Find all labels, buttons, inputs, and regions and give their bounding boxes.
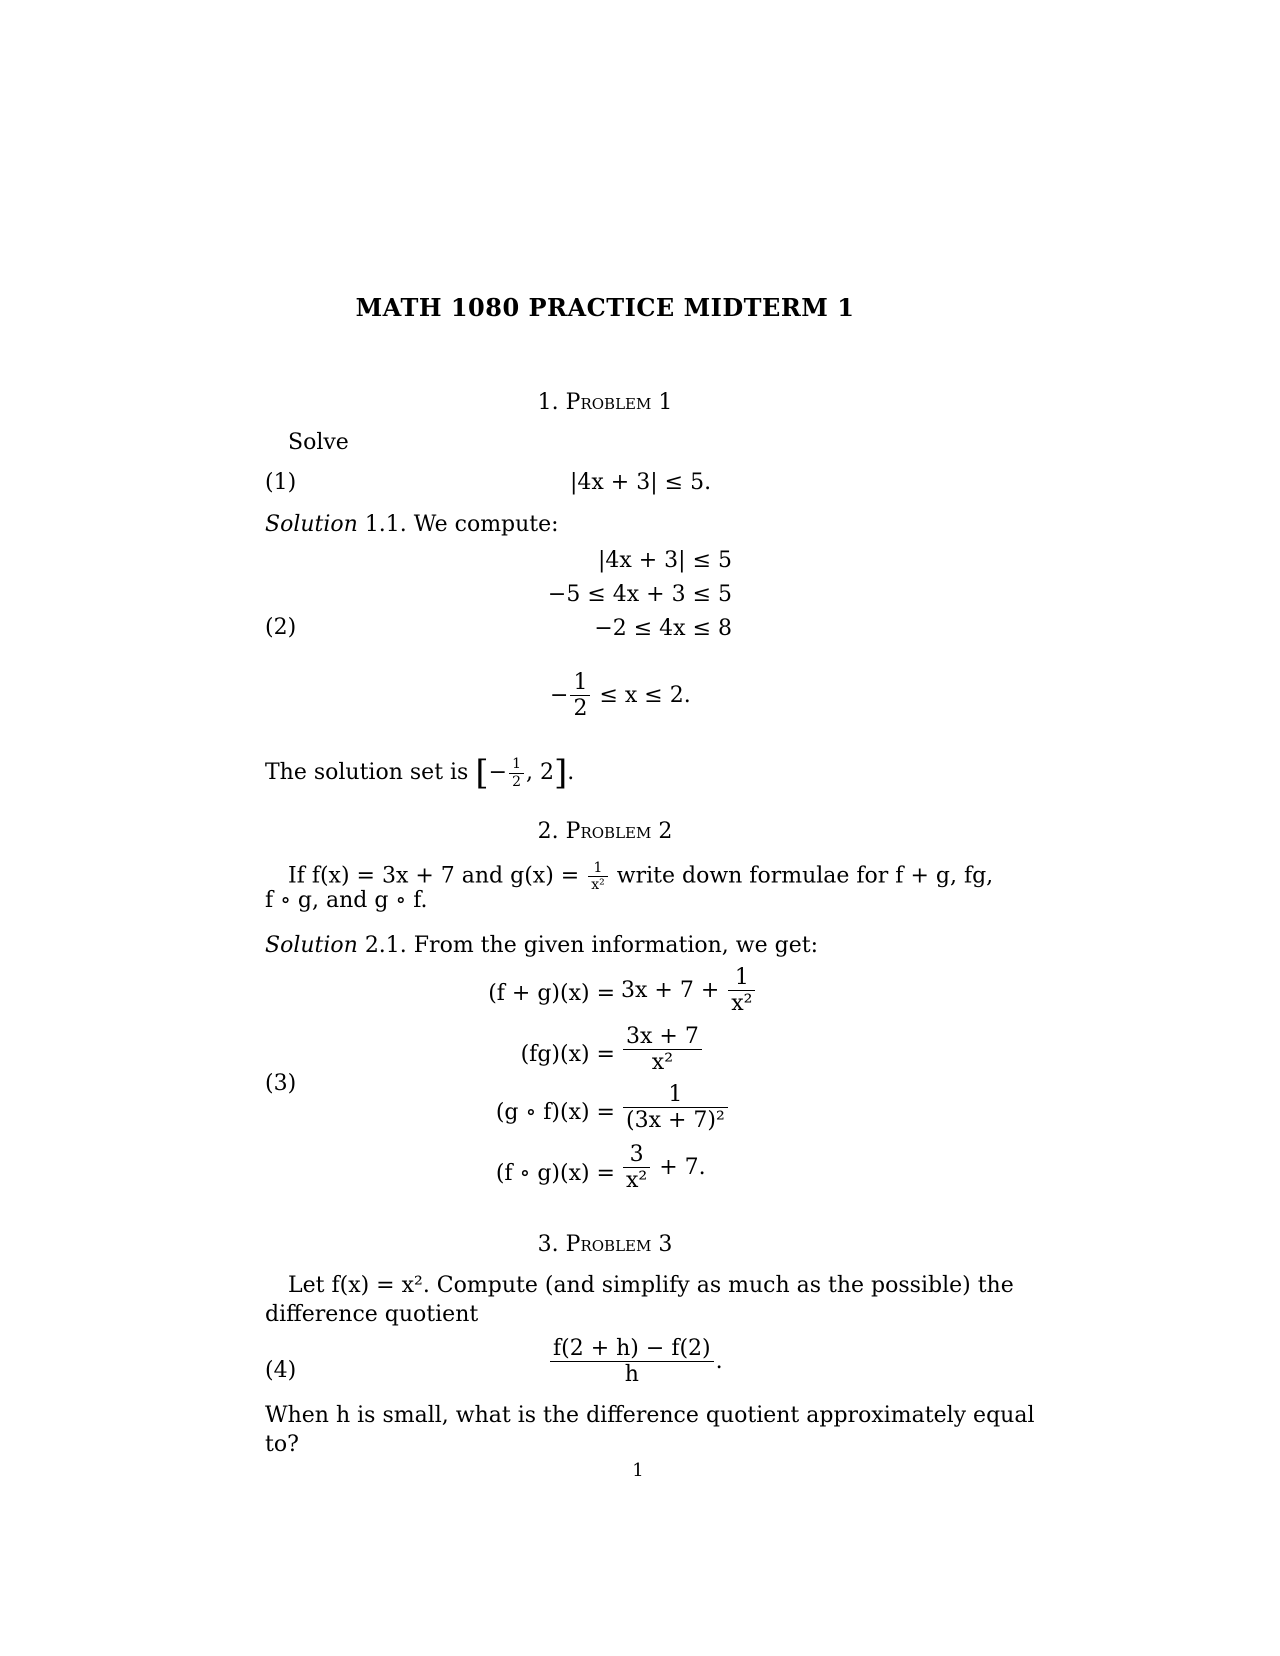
section-heading-problem-3 — [0, 1234, 1210, 1256]
eq3-rhs-3 — [621, 1082, 730, 1134]
solution-1-step-3: −2 ≤ 4x ≤ 8 — [594, 616, 732, 641]
section-heading-problem-2 — [0, 821, 1210, 843]
eq3-lhs-4: (f ∘ g)(x) = — [495, 1161, 615, 1186]
problem-3-statement-line-1: Let f(x) = x². Compute (and simplify as much as the possible) the — [288, 1273, 1014, 1298]
difference-quotient: $\frac{f(2 + h) - f(2)}{h}$ . — [548, 1336, 723, 1388]
solution-number: 1.1. — [364, 512, 407, 537]
equation-label-2: (2) — [265, 615, 297, 640]
solution-1-step-1: |4x + 3| ≤ 5 — [597, 548, 732, 573]
solution-2-heading — [265, 935, 818, 957]
eq3-lhs-2: (fg)(x) = — [520, 1042, 615, 1067]
eq3-rhs-4: $\frac{3}{\text{x²}}$ + 7. — [621, 1142, 706, 1194]
equation-label-1: (1) — [265, 470, 297, 495]
solution-label: Solution — [265, 512, 358, 537]
section-number: 3. — [537, 1232, 559, 1257]
page-title: MATH 1080 PRACTICE MIDTERM 1 — [355, 293, 855, 322]
solution-1-step-4: − $\frac{1}{2}$ ≤ x ≤ 2. — [550, 670, 691, 722]
equation-label-4: (4) — [265, 1358, 297, 1383]
section-title: Problem 3 — [565, 1232, 673, 1257]
solution-number: 2.1. — [364, 933, 407, 958]
fraction: $\frac{3x + 7}{\text{x²}}$ — [623, 1024, 702, 1076]
fraction: $\frac{f(2 + h) - f(2)}{h}$ — [550, 1336, 714, 1388]
problem-2-statement-line-2: f ∘ g, and g ∘ f. — [265, 888, 428, 913]
solution-1-step-2: −5 ≤ 4x + 3 ≤ 5 — [547, 582, 732, 607]
problem-3-statement-line-2: difference quotient — [265, 1302, 479, 1327]
solution-1-heading — [265, 514, 559, 536]
fraction: $\frac{1}{\text{(3x + 7)²}}$ — [623, 1082, 728, 1134]
solution-set: The solution set is [− $\frac{1}{2}$ , 2]. — [265, 753, 575, 793]
section-number: 1. — [537, 390, 559, 415]
solution-intro: From the given information, we get: — [413, 933, 818, 958]
fraction: $\frac{1}{\text{x²}}$ — [588, 860, 608, 893]
problem-1-statement: |4x + 3| ≤ 5. — [570, 470, 712, 495]
fraction: $\frac{1}{2}$ — [570, 670, 590, 722]
section-heading-problem-1 — [0, 392, 1210, 414]
fraction: $\frac{3}{\text{x²}}$ — [623, 1142, 650, 1194]
problem-3-question-line-1: When h is small, what is the difference quotient approximately equal — [265, 1403, 1035, 1428]
section-title: Problem 1 — [565, 390, 673, 415]
eq3-lhs-3: (g ∘ f)(x) = — [495, 1100, 615, 1125]
problem-2-statement-line-1: If f(x) = 3x + 7 and g(x) = $\frac{1}{\text{x²}}$ write down formulae for f + g, fg, — [288, 860, 994, 894]
fraction: $\frac{1}{\text{x²}}$ — [728, 965, 755, 1017]
page-number: 1 — [632, 1460, 644, 1481]
eq3-rhs-2 — [621, 1024, 704, 1076]
section-number: 2. — [537, 819, 559, 844]
eq3-lhs-1: (f + g)(x) = — [488, 981, 615, 1006]
solution-intro: We compute: — [413, 512, 559, 537]
problem-3-question-line-2: to? — [265, 1432, 299, 1457]
problem-1-intro: Solve — [288, 430, 349, 455]
solution-label: Solution — [265, 933, 358, 958]
eq3-rhs-1: 3x + 7 + $\frac{1}{\text{x²}}$ — [621, 965, 757, 1017]
fraction: $\frac{1}{2}$ — [509, 756, 524, 789]
section-title: Problem 2 — [565, 819, 673, 844]
equation-label-3: (3) — [265, 1071, 297, 1096]
